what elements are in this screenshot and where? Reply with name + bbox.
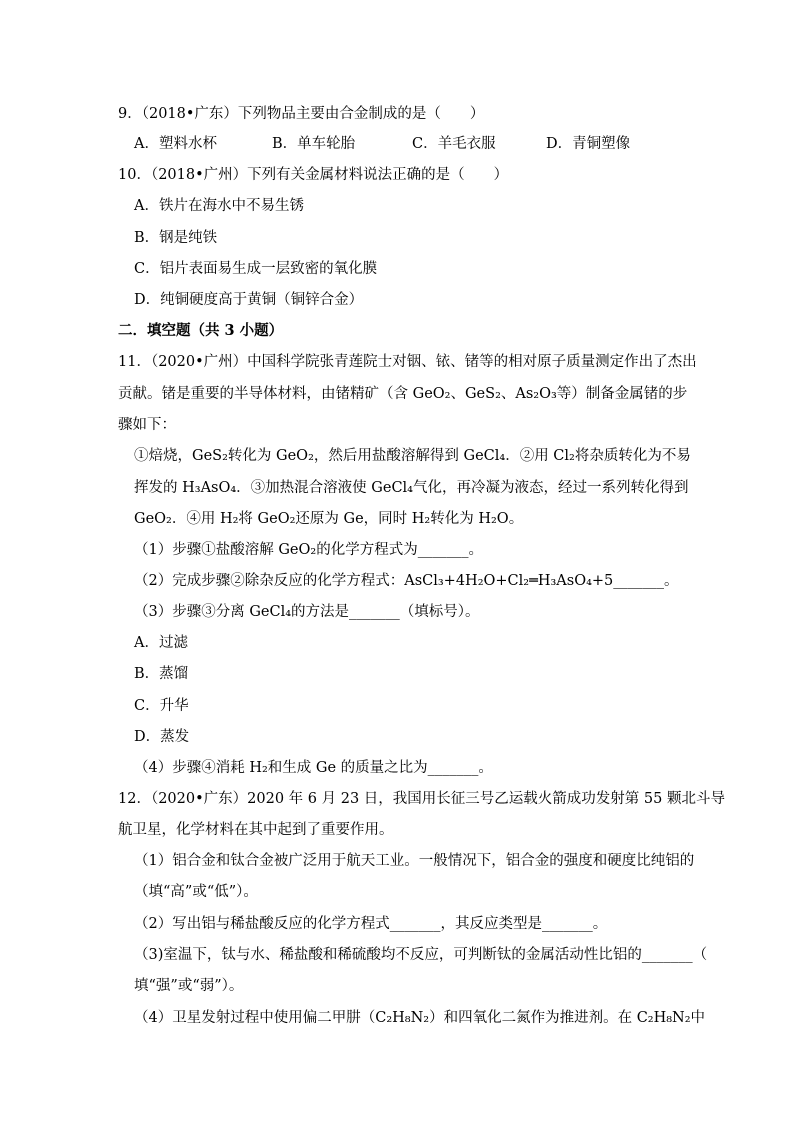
q12-sub3-line1: （3)室温下，钛与水、稀盐酸和稀硫酸均不反应，可判断钛的金属活动性比铝的_______（ — [134, 947, 708, 963]
q11-steps-line1: ①焙烧，GeS₂转化为 GeO₂，然后用盐酸溶解得到 GeCl₄．②用 Cl₂将杂质转化为不易 — [134, 448, 691, 464]
q10-option-a: A．铁片在海水中不易生锈 — [134, 198, 304, 214]
q10-stem: 10．（2018•广州）下列有关金属材料说法正确的是（ ） — [118, 167, 509, 183]
q11-option-d: D．蒸发 — [134, 729, 190, 745]
q11-stem-line1: 11．（2020•广州）中国科学院张青莲院士对铟、铱、锗等的相对原子质量测定作出了杰出 — [118, 354, 697, 370]
q12-stem-line2: 航卫星，化学材料在其中起到了重要作用。 — [118, 822, 394, 838]
q11-stem-line2: 贡献。锗是重要的半导体材料，由锗精矿（含 GeO₂、GeS₂、As₂O₃等）制备金属锗的步 — [118, 386, 688, 402]
q10-option-c: C．铝片表面易生成一层致密的氧化膜 — [134, 261, 378, 277]
q11-option-b: B．蒸馏 — [134, 666, 189, 682]
section-heading: 二．填空题（共 3 小题） — [118, 322, 284, 339]
q9-stem: 9．（2018•广东）下列物品主要由合金制成的是（ ） — [118, 106, 485, 122]
q12-sub4-line1: （4）卫星发射过程中使用偏二甲肼（C₂H₈N₂）和四氧化二氮作为推进剂。在 C₂H₈N₂中 — [134, 1010, 706, 1026]
q10-option-d: D．纯铜硬度高于黄铜（铜锌合金） — [134, 292, 364, 308]
q12-sub1-line1: （1）铝合金和钛合金被广泛用于航天工业。一般情况下，铝合金的强度和硬度比纯铝的 — [134, 853, 695, 869]
q9-options — [134, 134, 694, 154]
q11-steps-line3: GeO₂．④用 H₂将 GeO₂还原为 Ge，同时 H₂转化为 H₂O。 — [134, 511, 524, 527]
q9-option-b: B．单车轮胎 — [272, 136, 356, 152]
q11-option-c: C．升华 — [134, 698, 189, 714]
q11-sub1: （1）步骤①盐酸溶解 GeO₂的化学方程式为_______。 — [134, 542, 483, 558]
q10-option-b: B．钢是纯铁 — [134, 230, 218, 246]
q11-sub3: （3）步骤③分离 GeCl₄的方法是_______（填标号）。 — [134, 604, 480, 620]
q11-stem-line3: 骤如下： — [118, 417, 176, 433]
q12-sub1-line2: （填“高”或“低”）。 — [134, 884, 258, 900]
q9-option-c: C．羊毛衣服 — [412, 136, 496, 152]
q9-option-a: A．塑料水杯 — [134, 136, 217, 152]
q12-sub2: （2）写出铝与稀盐酸反应的化学方程式_______，其反应类型是_______。 — [134, 916, 608, 932]
q11-steps-line2: 挥发的 H₃AsO₄．③加热混合溶液使 GeCl₄气化，再冷凝为液态，经过一系列转化得到 — [134, 480, 689, 496]
q11-sub4: （4）步骤④消耗 H₂和生成 Ge 的质量之比为_______。 — [134, 760, 493, 776]
q9-option-d: D．青铜塑像 — [546, 136, 631, 152]
q11-option-a: A．过滤 — [134, 635, 188, 651]
q12-sub3-line2: 填“强”或“弱”）。 — [134, 978, 244, 994]
q11-sub2: （2）完成步骤②除杂反应的化学方程式：AsCl₃+4H₂O+Cl₂═H₃AsO₄+5_______。 — [134, 573, 679, 589]
q12-stem-line1: 12．（2020•广东）2020 年 6 月 23 日，我国用长征三号乙运载火箭成功发射第 55 颗北斗导 — [118, 791, 725, 807]
